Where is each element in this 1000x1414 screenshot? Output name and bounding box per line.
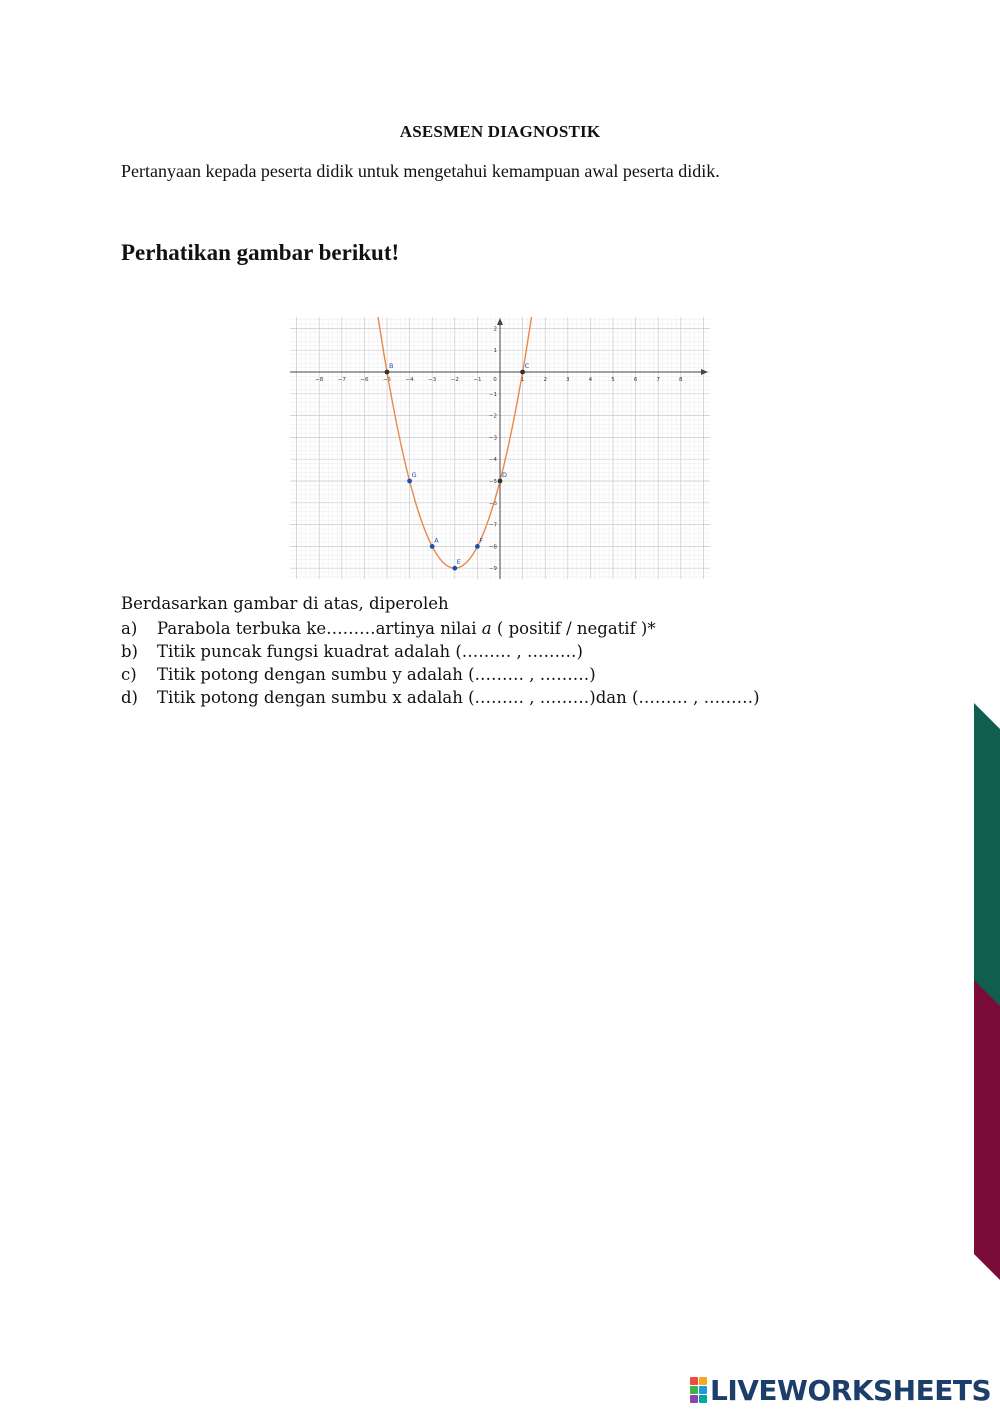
y-tick-label: −1 [488,391,497,398]
x-tick-label: −2 [450,377,459,383]
question-b [121,640,760,663]
point-label-b: B [389,362,394,370]
liveworksheets-logo [690,1374,991,1406]
x-tick-label: 2 [543,377,547,383]
x-tick-label: −8 [315,377,324,383]
question-c [121,663,760,686]
question-text: Titik potong dengan sumbu y adalah (……… , ………) [157,665,596,684]
point-label-g: G [411,471,417,479]
question-a [121,617,760,640]
question-letter: a) [121,619,138,638]
side-tab-maroon [974,980,1000,1280]
intro-text: Pertanyaan kepada peserta didik untuk mengetahui kemampuan awal peserta didik. [121,161,720,181]
lead-text: Berdasarkan gambar di atas, diperoleh [121,594,449,613]
graph-point-g [407,479,412,484]
y-tick-label: −8 [488,544,497,551]
x-tick-label: 7 [656,377,660,383]
question-text: Titik puncak fungsi kuadrat adalah (……… , ………) [157,642,583,661]
document-title: ASESMEN DIAGNOSTIK [399,122,601,141]
question-text-end: ( positif / negatif )* [491,619,656,638]
y-axis-arrow [497,318,503,325]
point-label-a: A [434,536,439,545]
x-tick-label: 1 [520,377,525,383]
x-tick-label: 3 [566,377,570,383]
point-label-d: D [502,471,508,479]
y-tick-label: −2 [488,413,497,420]
question-text: Titik potong dengan sumbu x adalah (……… , ………)dan (……… , ………) [157,688,760,707]
y-tick-label: −7 [488,522,497,529]
x-tick-label: −1 [473,377,482,383]
graph-point-a [430,544,435,549]
y-tick-label: −3 [488,435,497,442]
logo-text: LIVEWORKSHEETS [710,1373,992,1407]
instruction-heading: Perhatikan gambar berikut! [121,240,400,265]
y-tick-label: −6 [488,500,497,507]
x-tick-label: 6 [633,377,638,383]
graph-point-d [498,479,503,484]
question-d [121,686,760,709]
x-tick-label: −6 [360,377,369,383]
y-tick-label: −5 [488,479,497,485]
x-axis-arrow [701,369,708,375]
x-tick-label: −3 [428,377,437,383]
graph-point-b [385,370,390,375]
x-tick-label: 8 [679,377,683,383]
x-tick-label: −5 [382,377,392,383]
axes [290,318,708,579]
graph-point-c [520,370,525,375]
logo-grid-icon [690,1377,707,1403]
y-tick-label: −4 [488,457,497,464]
point-label-f: F [479,536,484,545]
x-tick-label: 5 [611,377,615,383]
variable-a: a [481,619,492,638]
y-tick-label: −9 [488,566,497,573]
question-list [121,617,760,709]
graph-point-f [475,544,480,549]
point-label-e: E [456,558,461,567]
x-tick-label: 0 [493,377,497,383]
y-tick-label: 2 [493,326,497,333]
point-label-c: C [524,362,530,370]
x-tick-label: −7 [337,377,346,383]
question-letter: c) [121,665,137,684]
question-letter: d) [121,688,138,707]
question-text: Parabola terbuka ke………artinya nilai [157,619,482,638]
x-tick-label: −4 [405,377,414,383]
parabola-graph [290,317,710,579]
side-tab-green [974,703,1000,1008]
graph-point-e [452,566,457,571]
x-tick-label: 4 [588,377,593,383]
question-letter: b) [121,642,138,661]
y-tick-label: 1 [493,348,497,355]
